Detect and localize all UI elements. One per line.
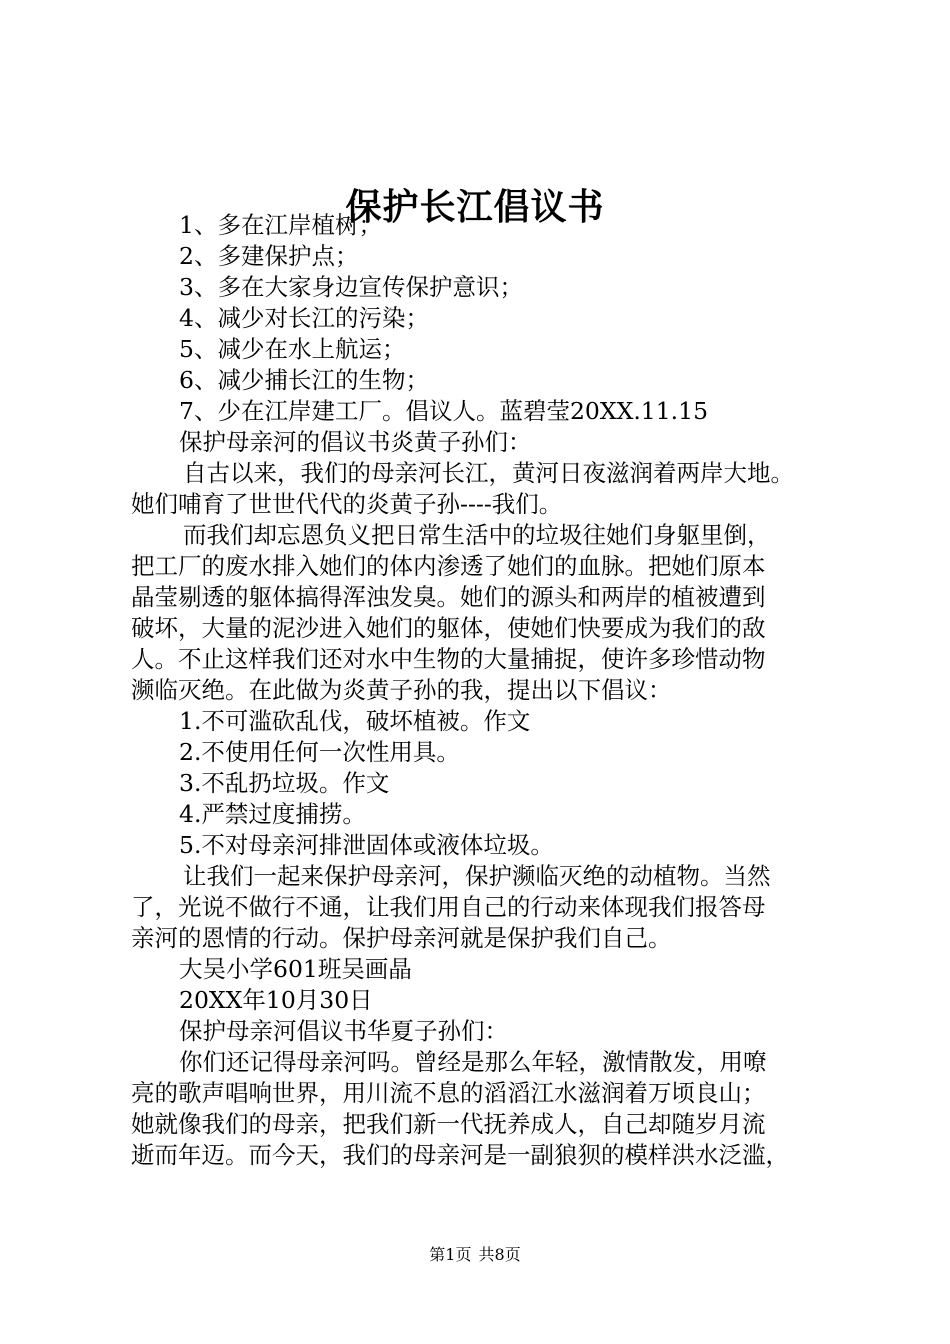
text-line: 3.不乱扔垃圾。作文 (179, 769, 390, 797)
text-line: 4.严禁过度捕捞。 (179, 800, 366, 828)
text-line: 1、多在江岸植树； (179, 211, 382, 239)
text-line: 了，光说不做行不通，让我们用自己的行动来体现我们报答母 (131, 893, 766, 921)
page-total: 共8页 (478, 1245, 521, 1264)
text-line: 大吴小学601班吴画晶 (179, 955, 412, 983)
text-line: 20XX年10月30日 (179, 986, 373, 1014)
text-line: 保护母亲河的倡议书炎黄子孙们： (179, 428, 532, 456)
document-body (131, 210, 831, 1171)
text-line: 自古以来，我们的母亲河长江，黄河日夜滋润着两岸大地。 (183, 459, 794, 487)
text-line: 破坏，大量的泥沙进入她们的躯体，使她们快要成为我们的敌 (131, 614, 766, 642)
text-line: 5、减少在水上航运； (179, 335, 406, 363)
text-line: 2.不使用任何一次性用具。 (179, 738, 460, 766)
text-line: 她们哺育了世世代代的炎黄子孙----我们。 (131, 490, 563, 518)
page-footer (0, 1244, 950, 1266)
text-line: 亲河的恩情的行动。保护母亲河就是保护我们自己。 (131, 924, 672, 952)
text-line: 5.不对母亲河排泄固体或液体垃圾。 (179, 831, 554, 859)
text-line: 亮的歌声唱响世界，用川流不息的滔滔江水滋润着万顷良山； (131, 1079, 766, 1107)
text-line: 2、多建保护点； (179, 242, 359, 270)
text-line: 3、多在大家身边宣传保护意识； (179, 273, 523, 301)
text-line: 4、减少对长江的污染； (179, 304, 429, 332)
text-line: 把工厂的废水排入她们的体内渗透了她们的血脉。把她们原本 (131, 552, 766, 580)
text-line: 1.不可滥砍乱伐，破坏植被。作文 (179, 707, 531, 735)
text-line: 保护母亲河倡议书华夏子孙们： (179, 1017, 508, 1045)
text-line: 晶莹剔透的躯体搞得浑浊发臭。她们的源头和两岸的植被遭到 (131, 583, 766, 611)
document-title: 保护长江倡议书 (345, 186, 605, 228)
text-line: 人。不止这样我们还对水中生物的大量捕捉，使许多珍惜动物 (131, 645, 766, 673)
page-number: 第1页 (429, 1245, 472, 1264)
text-line: 让我们一起来保护母亲河，保护濒临灭绝的动植物。当然 (183, 862, 771, 890)
text-line: 7、少在江岸建工厂。倡议人。蓝碧莹20XX.11.15 (179, 397, 709, 425)
text-line: 而我们却忘恩负义把日常生活中的垃圾往她们身躯里倒， (183, 521, 771, 549)
text-line: 她就像我们的母亲，把我们新一代抚养成人，自己却随岁月流 (131, 1110, 766, 1138)
text-line: 濒临灭绝。在此做为炎黄子孙的我，提出以下倡议： (131, 676, 672, 704)
text-line: 你们还记得母亲河吗。曾经是那么年轻，激情散发，用嘹 (179, 1048, 767, 1076)
text-line: 逝而年迈。而今天，我们的母亲河是一副狼狈的模样洪水泛滥， (131, 1141, 789, 1169)
text-line: 6、减少捕长江的生物； (179, 366, 429, 394)
